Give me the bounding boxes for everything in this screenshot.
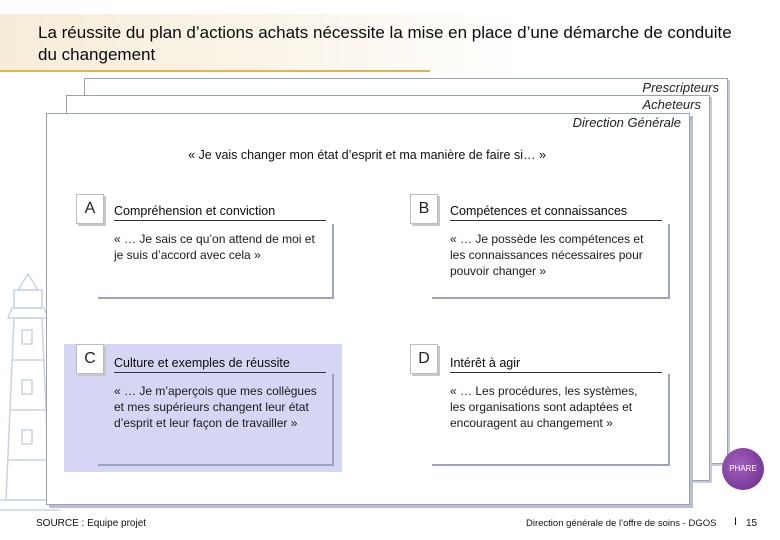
- slide-title: La réussite du plan d’actions achats nécessite la mise en place d’une démarche de conduite du changement: [38, 23, 732, 64]
- title-underline: [0, 70, 430, 72]
- central-quote: « Je vais changer mon état d’esprit et ma manière de faire si… »: [188, 148, 546, 162]
- quadrant-letter-a: A: [76, 194, 104, 224]
- panel-label-acheteurs: Acheteurs: [642, 97, 701, 112]
- footer-separator: I: [734, 516, 738, 528]
- quadrant-heading-b: Compétences et connaissances: [450, 204, 662, 221]
- quadrant-letter-b: B: [410, 194, 438, 224]
- phare-logo: PHARE: [722, 448, 764, 490]
- panel-label-prescripteurs: Prescripteurs: [642, 80, 719, 95]
- quadrant-body-c: « … Je m’aperçois que mes collègues et mes supérieurs changent leur état d’esprit et leur façon de travailler »: [114, 384, 317, 430]
- quadrant-body-d: « … Les procédures, les systèmes, les organisations sont adaptées et encouragent au changement »: [450, 384, 638, 430]
- quadrant-letter-d: D: [410, 344, 438, 374]
- page-number: 15: [746, 518, 758, 529]
- quadrant-heading-c: Culture et exemples de réussite: [114, 356, 326, 373]
- footer-organization: Direction générale de l’offre de soins - DGOS: [526, 518, 717, 529]
- quadrant-body-a: « … Je sais ce qu’on attend de moi et je suis d’accord avec cela »: [114, 232, 315, 262]
- source-note: SOURCE : Equipe projet: [36, 518, 147, 529]
- panel-label-direction-generale: Direction Générale: [572, 115, 681, 130]
- quadrant-heading-d: Intérêt à agir: [450, 356, 662, 373]
- quadrant-heading-a: Compréhension et conviction: [114, 204, 326, 221]
- quadrant-body-b: « … Je possède les compétences et les connaissances nécessaires pour pouvoir changer »: [450, 232, 644, 278]
- quadrant-letter-c: C: [76, 344, 104, 374]
